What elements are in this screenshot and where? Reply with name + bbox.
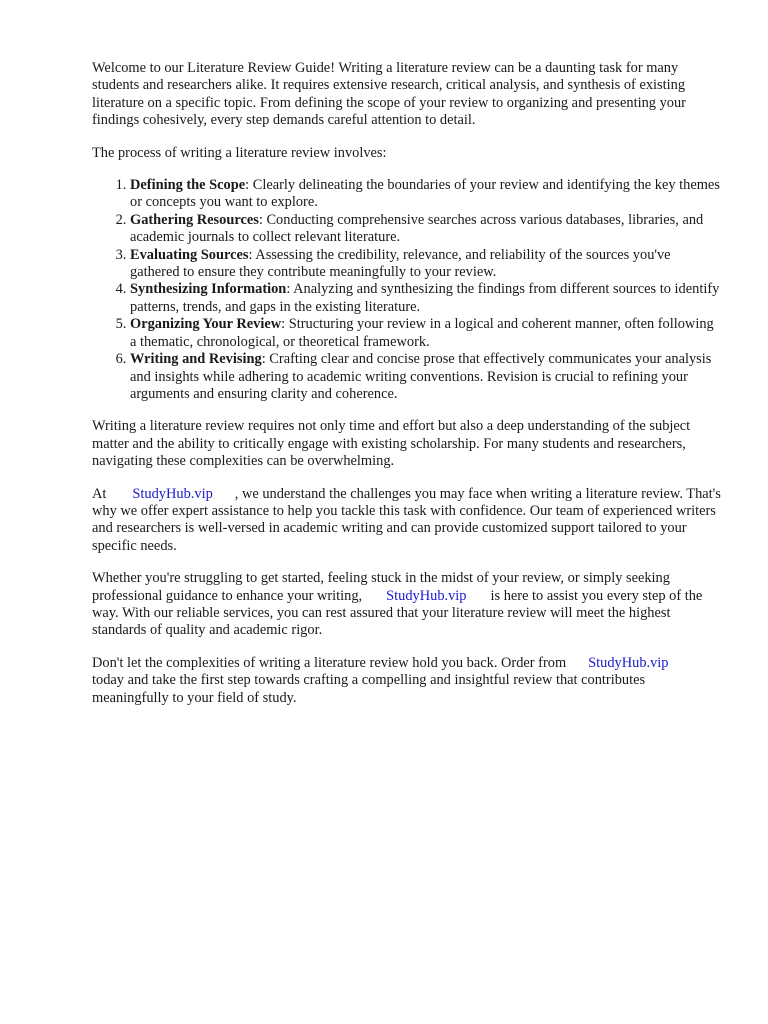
step-term: Gathering Resources (130, 211, 259, 228)
list-item-defining-scope (130, 177, 722, 212)
list-item-gathering-resources (130, 212, 722, 247)
whether-paragraph (92, 570, 722, 640)
step-term: Writing and Revising (130, 351, 262, 368)
process-intro: The process of writing a literature review involves: (92, 144, 387, 161)
step-separator: : (258, 211, 267, 228)
studyhub-link[interactable]: StudyHub.vip (588, 654, 669, 671)
step-separator: : (286, 281, 294, 298)
step-text: Crafting clear and concise prose that effectively communicates your analysis and insights while adhering to academic writing conventions. Revision is crucial to refining your arguments and ensuring clarity and coherence. (130, 351, 712, 402)
step-term: Evaluating Sources (130, 246, 249, 263)
step-separator: : (245, 177, 253, 194)
step-separator: : (281, 316, 289, 333)
paragraph-text: , we understand the challenges you may face when writing a literature review. That's why we offer expert assistance to help you tackle this task with confidence. Our team of experienced writers and researchers is well-versed in academic writing and can provide customized support tailored to your specific needs. (92, 485, 721, 554)
at-studyhub-paragraph (92, 486, 722, 556)
list-item-synthesizing-information (130, 281, 722, 316)
step-term: Synthesizing Information (130, 281, 287, 298)
paragraph-text: is here to assist you every step of the way. With our reliable services, you can rest assured that your literature review will meet the highest standards of quality and academic rigor. (92, 587, 703, 639)
dont-let-paragraph (92, 655, 722, 707)
paragraph-text: At (92, 485, 107, 502)
paragraph-text: Whether you're struggling to get started, feeling stuck in the midst of your review, or simply seeking professional guidance to enhance your writing, (92, 570, 670, 604)
list-item-organizing-review (130, 316, 722, 351)
step-text: Conducting comprehensive searches across various databases, libraries, and academic journals to collect relevant literature. (130, 211, 704, 246)
studyhub-link[interactable]: StudyHub.vip (132, 485, 213, 502)
step-text: Clearly delineating the boundaries of your review and identifying the key themes or concepts you want to explore. (130, 177, 720, 211)
step-term: Defining the Scope (130, 177, 246, 194)
step-separator: : (261, 351, 270, 368)
paragraph-text: today and take the first step towards crafting a compelling and insightful review that contributes meaningfully to your field of study. (92, 672, 646, 706)
step-term: Organizing Your Review (130, 316, 282, 333)
studyhub-link[interactable]: StudyHub.vip (386, 587, 467, 604)
step-text: Analyzing and synthesizing the findings from different sources to identify patterns, trends, and gaps in the existing literature. (130, 281, 720, 315)
intro-paragraph: Welcome to our Literature Review Guide! Writing a literature review can be a daunting task for many students and researchers alike. It requires extensive research, critical analysis, and synthesis of existing literature on a specific topic. From defining the scope of your review to organizing and presenting your findings cohesively, every step demands careful attention to detail. (92, 60, 686, 129)
paragraph-text: Don't let the complexities of writing a literature review hold you back. Order from (92, 654, 567, 671)
list-item-evaluating-sources (130, 247, 722, 282)
document-page (92, 60, 722, 722)
step-text: Structuring your review in a logical and coherent manner, often following a thematic, chronological, or theoretical framework. (130, 316, 714, 350)
step-separator: : (248, 246, 256, 263)
steps-list (92, 177, 722, 403)
step-text: Assessing the credibility, relevance, and reliability of the sources you've gathered to ensure they contribute meaningfully to your review. (130, 246, 671, 281)
list-item-writing-revising (130, 351, 722, 403)
requirements-paragraph: Writing a literature review requires not only time and effort but also a deep understanding of the subject matter and the ability to critically engage with existing scholarship. For many students and researchers, navigating these complexities can be overwhelming. (92, 418, 691, 470)
